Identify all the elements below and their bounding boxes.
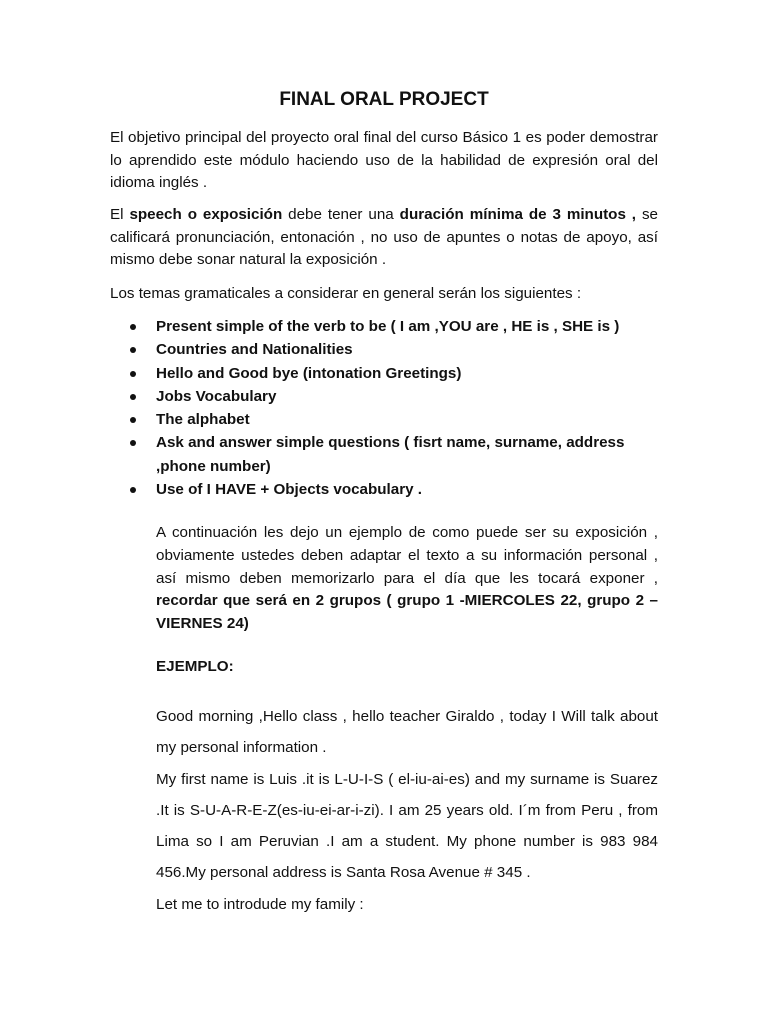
topic-text: Ask and answer simple questions ( fisrt name, surname, address ,phone number) xyxy=(156,434,625,475)
bullet-icon xyxy=(130,417,136,423)
topic-text: Present simple of the verb to be ( I am ,YOU are , HE is , SHE is ) xyxy=(156,318,620,335)
topic-text: The alphabet xyxy=(156,411,250,429)
example-line-greeting: Good morning ,Hello class , hello teacher Giraldo , today I Will talk about my personal information . xyxy=(156,708,658,757)
list-item xyxy=(156,408,656,431)
speech-text-3: se calificará pronunciación, entonación , no uso de apuntes o notas de apoyo, así mismo debe sonar natural la exposición . xyxy=(110,206,658,268)
document-title: FINAL ORAL PROJECT xyxy=(279,89,489,110)
bullet-icon xyxy=(130,324,136,330)
list-item xyxy=(156,315,656,338)
bullet-icon xyxy=(130,347,136,353)
example-line-family: Let me to introdude my family : xyxy=(156,895,364,913)
group-dates-text: recordar que será en 2 grupos ( grupo 1 -MIERCOLES 22, grupo 2 – VIERNES 24) xyxy=(156,592,658,633)
objective-paragraph: El objetivo principal del proyecto oral final del curso Básico 1 es poder demostrar lo aprendido este módulo haciendo uso de la habilidad de expresión oral del idioma inglés . xyxy=(110,129,658,191)
example-heading: EJEMPLO: xyxy=(156,658,234,675)
list-item xyxy=(156,362,656,385)
speech-bold-1: speech o exposición xyxy=(129,206,283,223)
bullet-icon xyxy=(130,394,136,400)
topic-text: Jobs Vocabulary xyxy=(156,387,277,405)
list-item xyxy=(156,431,656,478)
bullet-icon xyxy=(130,487,136,493)
example-line-personal-info: My first name is Luis .it is L-U-I-S ( el-iu-ai-es) and my surname is Suarez .It is S-U-A-R-E-Z(es-iu-ei-ar-i-zi). I am 25 years old. I´m from Peru , from Lima so I am Peruvian .I am a student. My phone number is 983 984 456.My personal address is Santa Rosa Avenue # 345 . xyxy=(156,770,658,882)
topics-intro-paragraph: Los temas gramaticales a considerar en general serán los siguientes : xyxy=(110,285,582,302)
topic-text: Use of I HAVE + Objects vocabulary . xyxy=(156,481,423,499)
example-intro-text: A continuación les dejo un ejemplo de como puede ser su exposición , obviamente ustedes deben adaptar el texto a su información personal , así mismo deben memorizarlo para el día que les tocará exponer , xyxy=(156,524,658,587)
speech-text-2: debe tener una xyxy=(282,206,400,223)
speech-bold-2: duración mínima de 3 minutos , xyxy=(399,206,637,223)
speech-text-1: El xyxy=(110,206,130,223)
list-item xyxy=(156,385,656,408)
bullet-icon xyxy=(130,440,136,446)
example-intro-paragraph xyxy=(156,522,658,636)
speech-requirements-paragraph xyxy=(110,204,658,272)
example-speech xyxy=(156,701,658,920)
list-item xyxy=(156,478,656,501)
topic-text: Countries and Nationalities xyxy=(156,341,353,359)
topic-text: Hello and Good bye (intonation Greetings) xyxy=(156,364,462,382)
list-item xyxy=(156,338,656,361)
grammar-topics-list xyxy=(156,315,656,501)
bullet-icon xyxy=(130,371,136,377)
